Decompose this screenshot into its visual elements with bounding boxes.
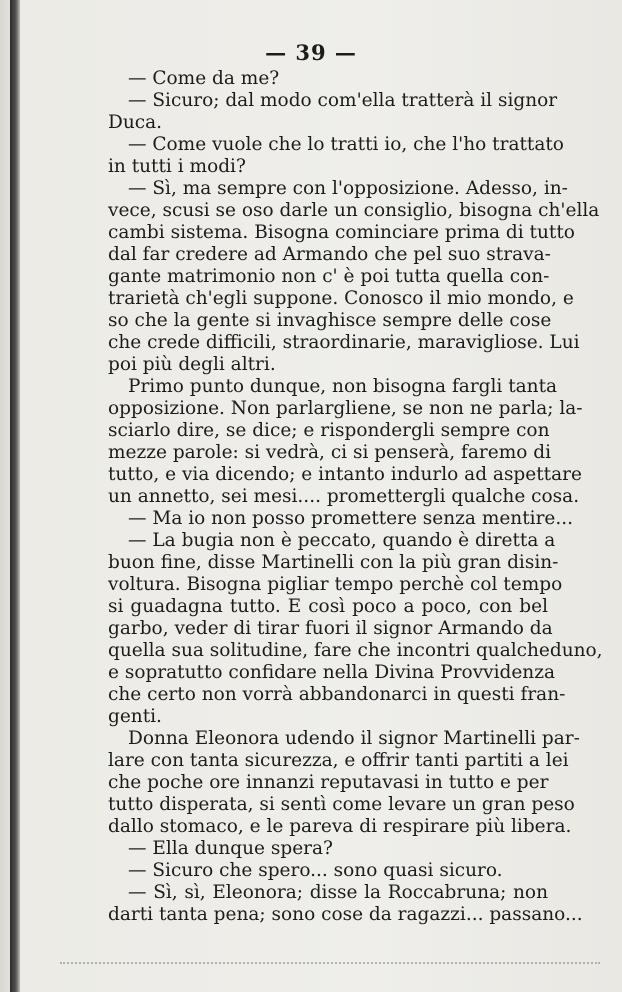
text-line: opposizione. Non parlargliene, se non ne parla; la- [108,398,583,419]
text-line: vece, scusi se oso darle un consiglio, bisogna ch'ella [108,200,600,221]
text-line: — Ella dunque spera? [128,838,333,859]
text-line: lare con tanta sicurezza, e offrir tanti partiti a lei [108,750,569,771]
text-line: darti tanta pena; sono cose da ragazzi... passano... [108,904,583,925]
book-spine-shadow [10,0,20,992]
text-line: genti. [108,706,162,727]
page-bottom-edge [60,962,600,982]
text-line: e sopratutto confidare nella Divina Provvidenza [108,662,555,683]
text-line: garbo, veder di tirar fuori il signor Armando da [108,618,553,639]
text-line: tutto, e via dicendo; e intanto indurlo ad aspettare [108,464,582,485]
text-line: cambi sistema. Bisogna cominciare prima di tutto [108,222,575,243]
text-line: — La bugia non è peccato, quando è diretta a [128,530,556,551]
text-line: buon fine, disse Martinelli con la più gran disin- [108,552,559,573]
text-line: — Come da me? [128,68,280,89]
text-line: mezze parole: si vedrà, ci si penserà, faremo di [108,442,552,463]
text-line: trarietà ch'egli suppone. Conosco il mio mondo, e [108,288,574,309]
text-line: poi più degli altri. [108,354,276,375]
text-line: — Come vuole che lo tratti io, che l'ho trattato [128,134,564,155]
text-line: gante matrimonio non c' è poi tutta quella con- [108,266,550,287]
text-line: sciarlo dire, se dice; e rispondergli sempre con [108,420,550,441]
text-line: Donna Eleonora udendo il signor Martinelli par- [128,728,580,749]
text-line: so che la gente si invaghisce sempre delle cose [108,310,552,331]
text-line: tutto disperata, si sentì come levare un gran peso [108,794,575,815]
text-line: in tutti i modi? [108,156,246,177]
text-line: — Ma io non posso promettere senza mentire... [128,508,574,529]
text-line: un annetto, sei mesi.... promettergli qualche cosa. [108,486,580,507]
text-line: che crede difficili, straordinarie, maravigliose. Lui [108,332,580,353]
text-line: — Sì, ma sempre con l'opposizione. Adesso, in- [128,178,568,199]
text-line: — Sicuro che spero... sono quasi sicuro. [128,860,503,881]
text-line: dal far credere ad Armando che pel suo strava- [108,244,551,265]
text-line: che poche ore innanzi reputavasi in tutto e per [108,772,549,793]
text-line: Duca. [108,112,163,133]
page-number: — 39 — [265,40,357,65]
text-line: quella sua solitudine, fare che incontri qualcheduno, [108,640,603,661]
text-line: — Sicuro; dal modo com'ella tratterà il signor [128,90,558,111]
text-line: che certo non vorrà abbandonarci in questi fran- [108,684,566,705]
body-text [108,68,603,926]
text-line: Primo punto dunque, non bisogna fargli tanta [128,376,558,397]
text-line: si guadagna tutto. E così poco a poco, con bel [108,596,548,617]
text-line: voltura. Bisogna pigliar tempo perchè col tempo [108,574,563,595]
text-line: dallo stomaco, e le pareva di respirare più libera. [108,816,572,837]
text-line: — Sì, sì, Eleonora; disse la Roccabruna; non [128,882,548,903]
